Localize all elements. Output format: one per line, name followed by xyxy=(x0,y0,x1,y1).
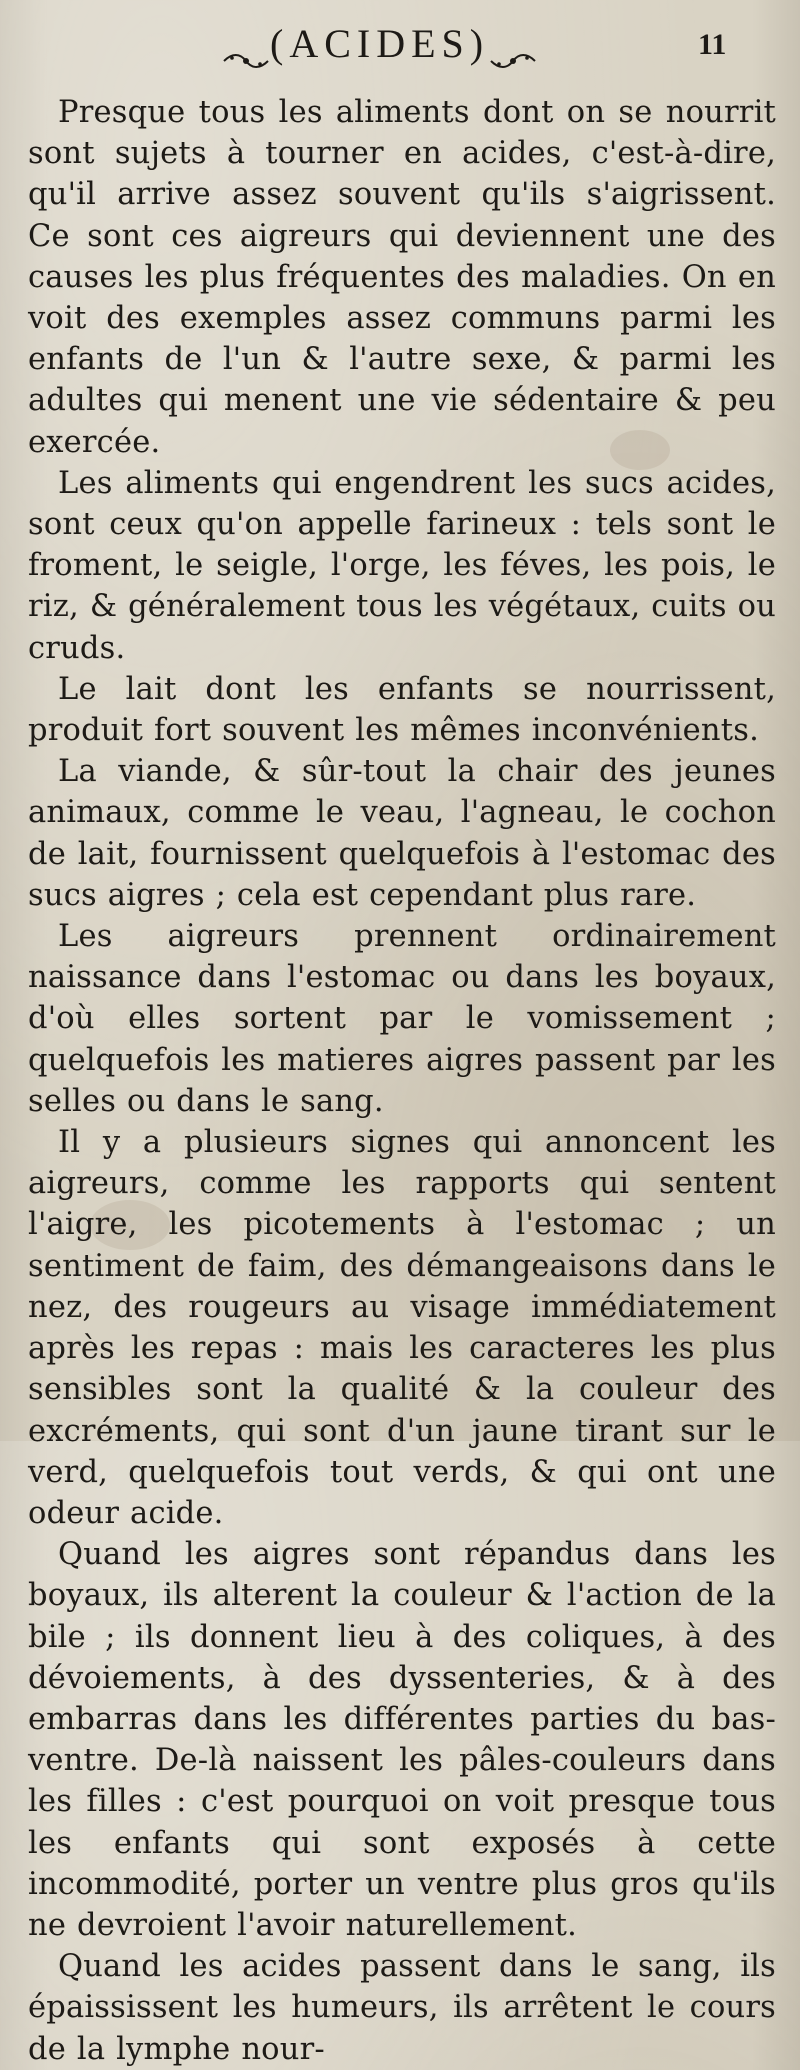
running-head-text: (ACIDES) xyxy=(270,21,490,66)
paragraph: Quand les aigres sont répandus dans les boyaux, ils alterent la couleur & l'action de la bile ; ils donnent lieu à des coliques, à des dévoiements, à des dyssenteries, & à des embarras dans les différentes parties du bas-ventre. De-là naissent les pâles-couleurs dans les filles : c'est pourquoi on voit presque tous les enfants qui sont exposés à cette incommodité, porter un ventre plus gros qu'ils ne devroient l'avoir naturellement. xyxy=(28,1537,776,1943)
paragraph: Il y a plusieurs signes qui annoncent les aigreurs, comme les rapports qui sentent l'aigre, les picotements à l'estomac ; un sentiment de faim, des démangeaisons dans le nez, des rougeurs au visage immédiatement après les repas : mais les caracteres les plus sensibles sont la qualité & la couleur des excréments, qui sont d'un jaune tirant sur le verd, quelquefois tout verds, & qui ont une odeur acide. xyxy=(28,1125,776,1531)
paragraph: Les aliments qui engendrent les sucs acides, sont ceux qu'on appelle farineux : tels sont le froment, le seigle, l'orge, les féves, les pois, le riz, & généralement tous les végétaux, cuits ou cruds. xyxy=(28,465,776,666)
paragraph: Le lait dont les enfants se nourrissent, produit fort souvent les mêmes inconvénients. xyxy=(28,671,776,749)
fleuron-icon xyxy=(222,34,270,54)
paragraph: Les aigreurs prennent ordinairement naissance dans l'estomac ou dans les boyaux, d'où elles sortent par le vomissement ; quelquefois les matieres aigres passent par les selles ou dans le sang. xyxy=(28,919,776,1119)
body-text xyxy=(28,92,776,2070)
page-header xyxy=(0,12,800,82)
running-head xyxy=(222,20,537,67)
paragraph: Quand les acides passent dans le sang, ils épaississent les humeurs, ils arrêtent le cours de la lymphe nour- xyxy=(28,1949,776,2067)
paragraph: La viande, & sûr-tout la chair des jeunes animaux, comme le veau, l'agneau, le cochon de lait, fournissent quelquefois à l'estomac des sucs aigres ; cela est cependant plus rare. xyxy=(28,754,776,913)
page-number: 11 xyxy=(698,28,727,61)
fleuron-icon xyxy=(489,34,537,54)
paragraph: Presque tous les aliments dont on se nourrit sont sujets à tourner en acides, c'est-à-dire, qu'il arrive assez souvent qu'ils s'aigrissent. Ce sont ces aigreurs qui deviennent une des causes les plus fréquentes des maladies. On en voit des exemples assez communs parmi les enfants de l'un & l'autre sexe, & parmi les adultes qui menent une vie sédentaire & peu exercée. xyxy=(28,95,776,460)
